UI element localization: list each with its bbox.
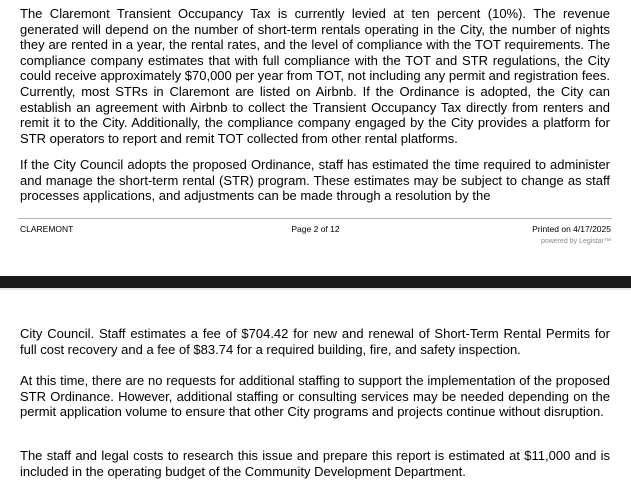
page-break-separator — [0, 276, 631, 288]
paragraph-staffing: At this time, there are no requests for additional staffing to support the implementation of the proposed STR Ordinance. However, additional staffing or consulting services may be needed depending on the permit application volume to ensure that other City programs and projects continue without disruption. — [20, 373, 610, 420]
footer-divider — [18, 218, 612, 219]
footer-printed-date: Printed on 4/17/2025 — [532, 224, 611, 234]
paragraph-str-administration: If the City Council adopts the proposed Ordinance, staff has estimated the time required to administer and manage the short-term rental (STR) program. These estimates may be subject to change as staff processes applications, and adjustments can be made through a resolution by the — [20, 157, 610, 204]
footer-agency-name: CLAREMONT — [20, 224, 74, 234]
powered-by-legistar: powered by Legistar™ — [540, 238, 611, 245]
paragraph-tot-revenue: The Claremont Transient Occupancy Tax is currently levied at ten percent (10%). The revenue generated will depend on the number of short-term rentals operating in the City, the number of nights they are rented in a year, the rental rates, and the level of compliance with the TOT requirements. The compliance company estimates that with full compliance with the TOT and STR regulations, the City could receive approximately $70,000 per year from TOT, not including any permit and registration fees. Currently, most STRs in Claremont are listed on Airbnb. If the Ordinance is adopted, the City can establish an agreement with Airbnb to collect the Transient Occupancy Tax directly from renters and remit it to the City. Additionally, the compliance company engaged by the City provides a platform for STR operators to report and remit TOT collected from other rental platforms. — [20, 6, 610, 146]
footer-page-number: Page 2 of 12 — [291, 224, 340, 234]
paragraph-permit-fees: City Council. Staff estimates a fee of $704.42 for new and renewal of Short-Term Rental Permits for full cost recovery and a fee of $83.74 for a required building, fire, and safety inspection. — [20, 326, 610, 357]
paragraph-staff-legal-costs: The staff and legal costs to research this issue and prepare this report is estimated at $11,000 and is included in the operating budget of the Community Development Department. — [20, 448, 610, 479]
page-break-shadow — [0, 288, 631, 290]
